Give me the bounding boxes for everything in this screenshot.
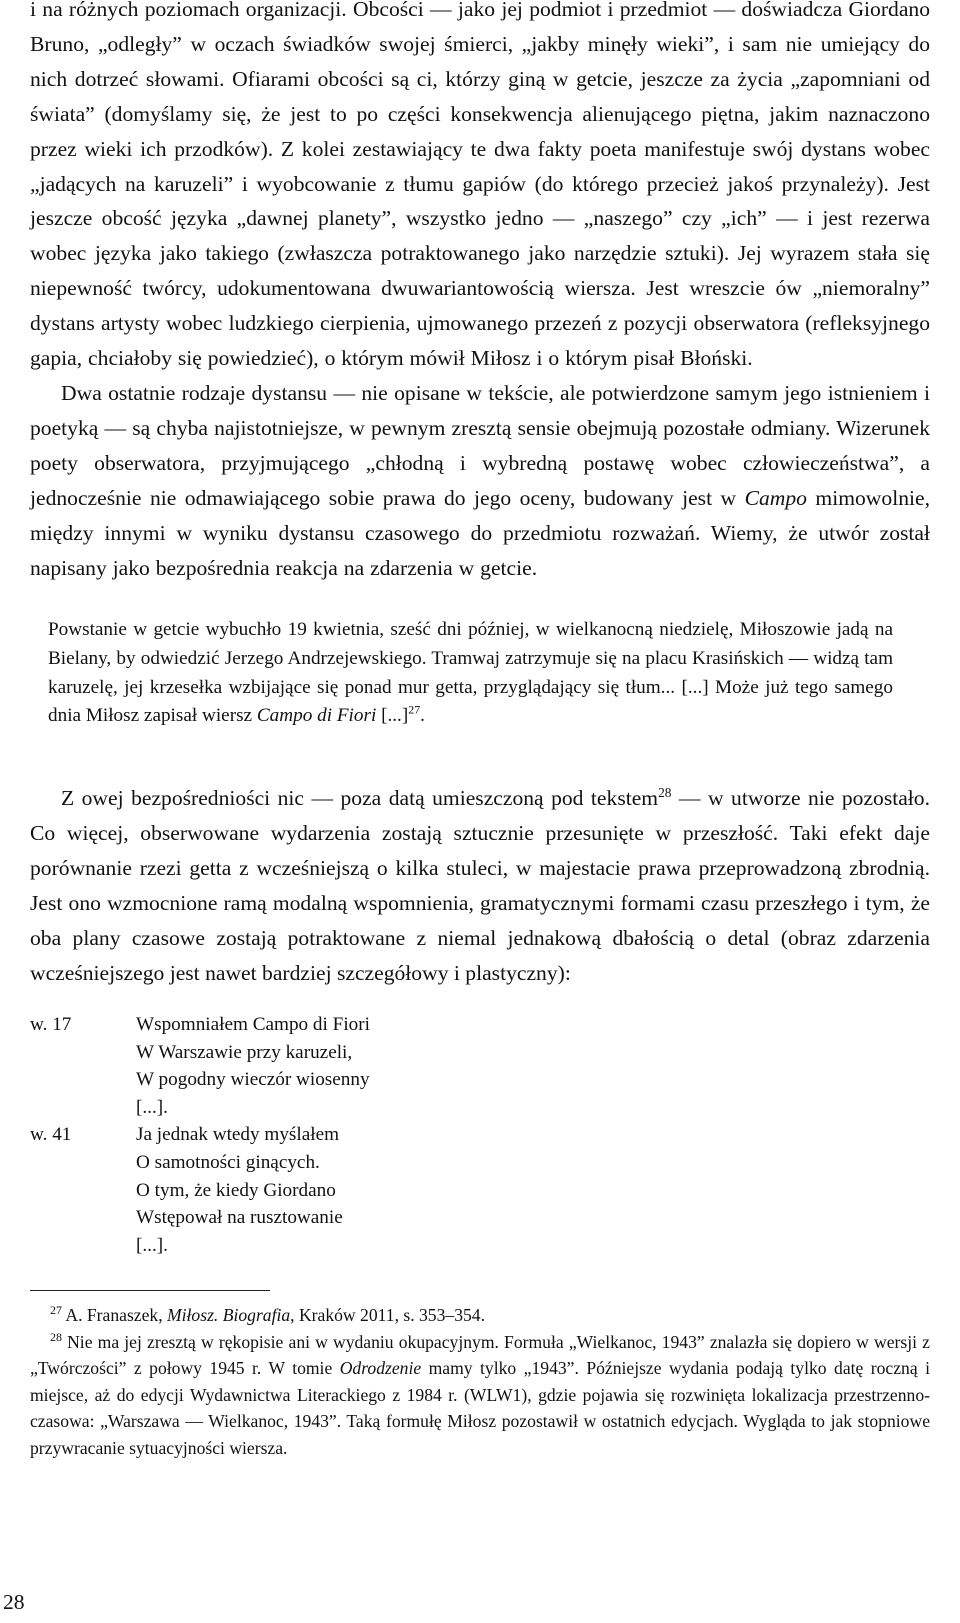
- quote-paragraph: [48, 616, 893, 731]
- verse-line: W Warszawie przy karuzeli,: [136, 1041, 353, 1063]
- verse-block: [30, 1011, 830, 1121]
- footnote-27-author: A. Franaszek,: [61, 1305, 167, 1325]
- footnote-28: [30, 1329, 930, 1462]
- footnote-number: 27: [50, 1303, 62, 1318]
- paragraph-2-text-a: Dwa ostatnie rodzaje dystansu — nie opisane w tekście, ale potwierdzone samym jego istnieniem i poetyką — są chyba najistotniejsze, w pewnym zresztą sensie obejmują pozostałe odmiany. Wizerunek poety obserwatora, przyjmującego „chłodną i wybredną postawę wobec człowieczeństwa”, a jednocześnie nie odmawiającego sobie prawa do jego oceny, budowany jest w: [30, 380, 930, 510]
- paragraph-2: [30, 376, 930, 585]
- footnote-28-text-b: mamy tylko „1943”. Późniejsze wydania podają tylko datę roczną i miejsce, aż do edycji Wydawnictwa Literackiego z 1984 r. (WLW1), gdzie pojawia się rozwinięta lokalizacja przestrzenno-czasowa: „Warszawa — Wielkanoc, 1943”. Taką formułę Miłosz pozostawił w ostatnich edycjach. Wygląda to jak stopniowe przywracanie sytuacyjności wiersza.: [30, 1358, 930, 1458]
- verse-line: O tym, że kiedy Giordano: [136, 1179, 336, 1201]
- verse-line: Ja jednak wtedy myślałem: [136, 1124, 340, 1146]
- verse-lines: [136, 1011, 830, 1121]
- footnote-ref-27[interactable]: 27: [408, 703, 421, 717]
- verse-block: [30, 1121, 830, 1259]
- footnote-27-rest: , Kraków 2011, s. 353–354.: [290, 1305, 485, 1325]
- footnotes: [30, 1302, 930, 1462]
- verse-line: W pogodny wieczór wiosenny: [136, 1069, 370, 1091]
- footnote-27-title-italic: Miłosz. Biografia: [167, 1305, 291, 1325]
- verse-number: w. 41: [30, 1124, 72, 1146]
- paragraph-3-container: [30, 781, 930, 990]
- footnote-27: [30, 1302, 930, 1329]
- block-quote: [48, 616, 893, 731]
- footnote-number: 28: [50, 1329, 62, 1344]
- footnote-ref-28[interactable]: 28: [658, 784, 672, 800]
- paragraph-3: [30, 781, 930, 990]
- page-number: 28: [3, 1590, 25, 1614]
- footnote-separator: [30, 1290, 270, 1291]
- paragraph-3-text-a: Z owej bezpośredniości nic — poza datą umieszczoną pod tekstem: [61, 786, 659, 810]
- quote-text-b: [...]: [376, 705, 409, 727]
- verse-quotation: [30, 1011, 830, 1259]
- main-text: [30, 0, 930, 585]
- verse-line: Wspomniałem Campo di Fiori: [136, 1014, 370, 1035]
- footnote-28-text-a: Nie ma jej zresztą w rękopisie ani w wydaniu okupacyjnym. Formuła „Wielkanoc, 1943” znalazła się dopiero w wersji z „Twórczości” z połowy 1945 r. W tomie: [30, 1331, 930, 1379]
- quote-end: .: [420, 705, 425, 727]
- quote-text-a: Powstanie w getcie wybuchło 19 kwietnia, sześć dni później, w wielkanocną niedzielę, Miłoszowie jadą na Bielany, by odwiedzić Jerzego Andrzejewskiego. Tramwaj zatrzymuje się na placu Krasińskich — widzą tam karuzelę, jej krzesełka wzbijające się ponad mur getta, przyglądający się tłum... [...] Może już tego samego dnia Miłosz zapisał wiersz: [48, 619, 893, 727]
- verse-line: O samotności ginących.: [136, 1151, 320, 1173]
- footnote-28-title-italic: Odrodzenie: [339, 1358, 422, 1379]
- paragraph-1: i na różnych poziomach organizacji. Obcości — jako jej podmiot i przedmiot — doświadcza Giordano Bruno, „odległy” w oczach świadków swojej śmierci, „jakby minęły wieki”, i sam nie umiejący do nich dotrzeć słowami. Ofiarami obcości są ci, którzy giną w getcie, jeszcze za życia „zapomniani od świata” (domyślamy się, że jest to po części konsekwencja alienującego piętna, jakim naznaczono przez wieki ich przodków). Z kolei zestawiający te dwa fakty poeta manifestuje swój dystans wobec „jadących na karuzeli” i wyobcowanie z tłumu gapiów (do którego przecież jakoś przynależy). Jest jeszcze obcość języka „dawnej planety”, wszystko jedno — „naszego” czy „ich” — i jest rezerwa wobec języka jako takiego (zwłaszcza potraktowanego jako narzędzie sztuki). Jej wyrazem stała się niepewność twórcy, udokumentowana dwuwariantowością wiersza. Jest wreszcie ów „niemoralny” dystans artysty wobec ludzkiego cierpienia, ujmowanego przezeń z pozycji obserwatora (refleksyjnego gapia, chciałoby się powiedzieć), o którym mówił Miłosz i o którym pisał Błoński.: [30, 0, 930, 371]
- verse-lines: [136, 1121, 830, 1259]
- paragraph-2-text-b: mimowolnie, między innymi w wyniku dystansu czasowego do przedmiotu rozważań. Wiemy, że utwór został napisany jako bezpośrednia reakcja na zdarzenia w getcie.: [30, 485, 930, 580]
- verse-line: [...].: [136, 1234, 168, 1256]
- verse-line: Wstępował na rusztowanie: [136, 1207, 343, 1229]
- paragraph-3-text-b: — w utworze nie pozostało. Co więcej, obserwowane wydarzenia zostają sztucznie przesunięte w przeszłość. Taki efekt daje porównanie rzezi getta z wcześniejszą o kilka stuleci, w majestacie prawa przeprowadzoną zbrodnią. Jest ono wzmocnione ramą modalną wspomnienia, gramatycznymi formami czasu przeszłego i tym, że oba plany czasowe zostają potraktowane z niemal jednakową dbałością o detal (obraz zdarzenia wcześniejszego jest nawet bardziej szczegółowy i plastyczny):: [30, 786, 931, 985]
- quote-title-italic: Campo di Fiori: [256, 705, 377, 727]
- paragraph-2-title-italic: Campo: [744, 485, 807, 510]
- verse-line: [...].: [136, 1096, 168, 1118]
- verse-number: w. 17: [30, 1014, 72, 1035]
